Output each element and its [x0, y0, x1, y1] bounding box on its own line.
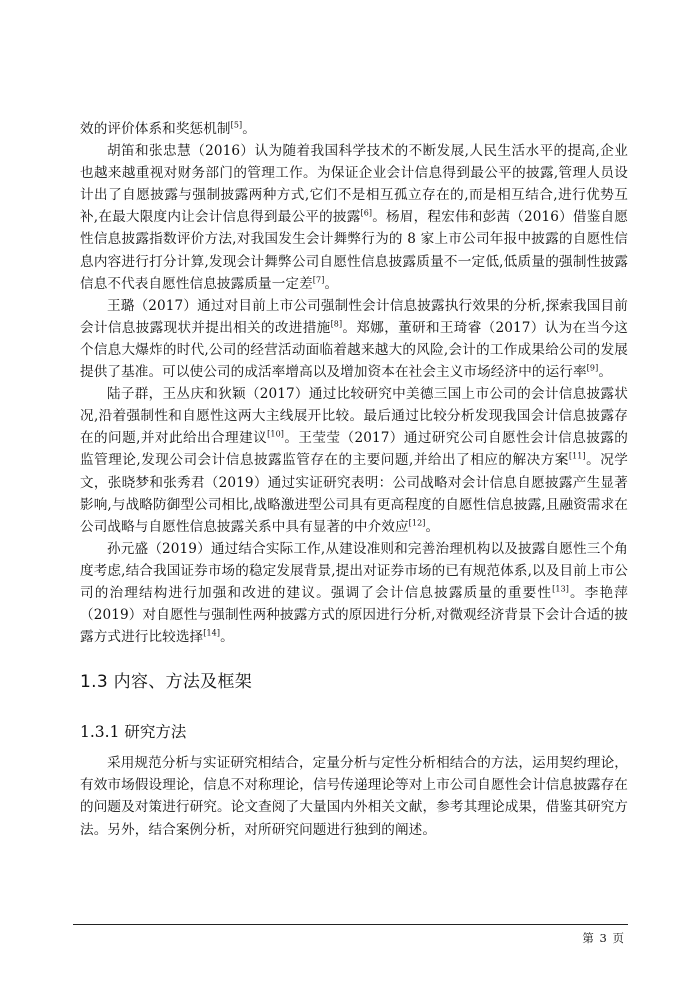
paragraph-text: 。 [324, 275, 339, 292]
paragraph-methods: 采用规范分析与实证研究相结合，定量分析与定性分析相结合的方法，运用契约理论，有效市场假设理论，信息不对称理论，信号传递理论等对上市公司自愿性会计信息披露存在的问题及对策进行研究。论文查阅了大量国内外相关文献，参考其理论成果，借鉴其研究方法。另外，结合案例分析，对所研究问题进行独到的阐述。 [80, 755, 628, 838]
citation: [12] [408, 518, 426, 528]
paragraph-text: 胡笛和张忠慧（2016）认为随着我国科学技术的不断发展,人民生活水平的提高,企业也越来越重视对财务部门的管理工作。为保证企业会计信息得到最公平的披露,管理人员设计出了自愿披露与强制披露两种方式,它们不是相互孤立存在的,而是相互结合,进行优势互补,在最大限度内让会计信息得到最公平的披露 [80, 143, 628, 226]
paragraph-text: 效的评价体系和奖惩机制 [80, 121, 231, 137]
paragraph-text: 。杨眉，程宏伟和彭茜（2016）借鉴自愿性信息披露指数评价方法,对我国发生会计舞弊行为的 8 家上市公司年报中披露的自愿性信息内容进行打分计算,发现会计舞弊公司自愿性信息披露质量不一定低,低质量的强制性披露信息不代表自愿性信息披露质量一定差 [80, 209, 629, 292]
paragraph-text: 。 [598, 364, 613, 381]
citation: [9] [586, 363, 599, 373]
paragraph-text: 孙元盛（2019）通过结合实际工作,从建设准则和完善治理机构以及披露自愿性三个角度考虑,结合我国证券市场的稳定发展背景,提出对证券市场的已有规范体系,以及目前上市公司的治理结构进行加强和改进的建议。强调了会计信息披露质量的重要性 [80, 540, 628, 601]
paragraph-5 [80, 538, 628, 648]
paragraph-text: 。况学文，张晓梦和张秀君（2019）通过实证研究表明：公司战略对会计信息自愿披露产生显著影响,与战略防御型公司相比,战略激进型公司具有更高程度的自愿性信息披露,且融资需求在公司战略与自愿性信息披露关系中具有显著的中介效应 [80, 452, 628, 535]
citation: [13] [552, 584, 569, 594]
citation: [7] [312, 275, 325, 285]
paragraph-3 [80, 295, 628, 383]
citation: [11] [568, 451, 586, 461]
footer-divider [73, 924, 628, 925]
paragraph-1 [80, 118, 628, 140]
paragraph-text: 。王莹莹（2017）通过研究公司自愿性会计信息披露的监管理论,发现公司会计信息披露监管存在的主要问题,并给出了相应的解决方案 [80, 430, 628, 469]
paragraph-2 [80, 140, 628, 295]
paragraph-4 [80, 383, 628, 538]
citation: [5] [230, 120, 243, 130]
citation: [14] [203, 628, 221, 638]
paragraph-text: 。 [220, 629, 234, 646]
citation: [10] [267, 429, 284, 439]
citation: [6] [360, 208, 373, 218]
paragraph-text: 。 [242, 121, 256, 137]
subsection-heading: 1.3.1 研究方法 [80, 723, 187, 742]
page-number: 第 3 页 [582, 931, 625, 945]
paragraph-text: 。李艳萍（2019）对自愿性与强制性两种披露方式的原因进行分析,对微观经济背景下会计合适的披露方式进行比较选择 [80, 584, 629, 646]
page-body [80, 118, 628, 841]
section-heading: 1.3 内容、方法及框架 [80, 672, 253, 693]
paragraph-text: 陆子群，王丛庆和狄颖（2017）通过比较研究中美德三国上市公司的会计信息披露状况,沿着强制性和自愿性这两大主线展开比较。最后通过比较分析发现我国会计信息披露存在的问题,并对此给出合理建议 [80, 386, 628, 447]
paragraph-text: 王璐（2017）通过对目前上市公司强制性会计信息披露执行效果的分析,探索我国目前会计信息披露现状并提出相关的改进措施 [80, 297, 628, 336]
paragraph-text: 。 [425, 518, 440, 535]
paragraph-text: 。郑娜，董研和王琦睿（2017）认为在当今这个信息大爆炸的时代,公司的经营活动面临着越来越大的风险,会计的工作成果给公司的发展提供了基准。可以使公司的成活率增高以及增加资本在社会主义市场经济中的运行率 [80, 319, 628, 381]
citation: [8] [330, 319, 343, 329]
